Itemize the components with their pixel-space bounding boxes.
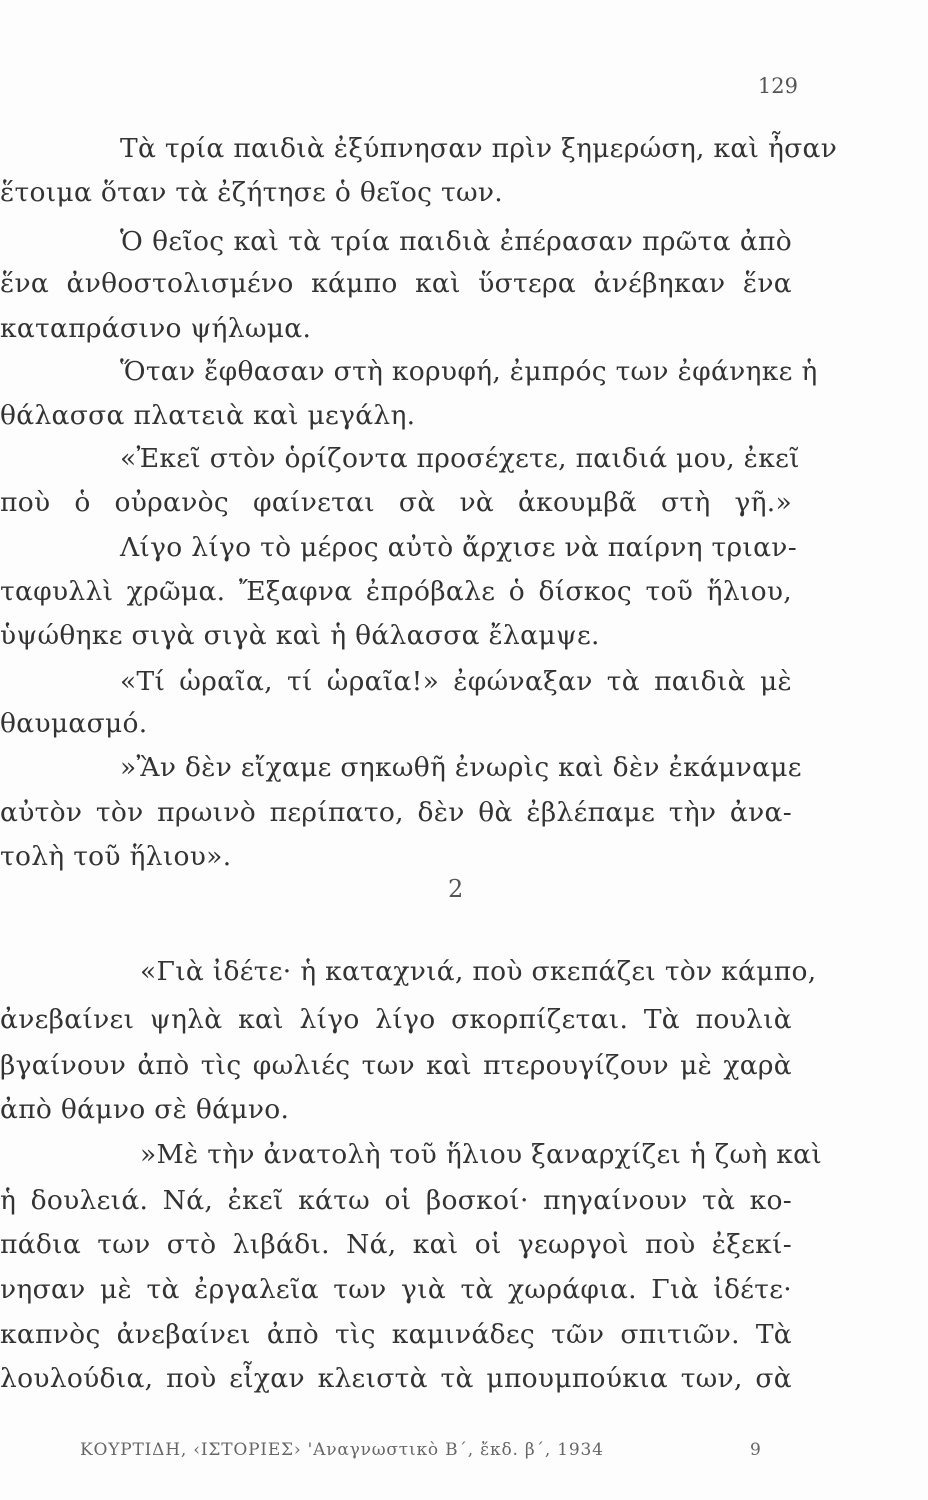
- section-number: 2: [448, 875, 464, 903]
- text-line: «Γιὰ ἰδέτε· ἡ καταχνιά, ποὺ σκεπάζει τὸν κάμπο,: [140, 956, 817, 987]
- text-line: Ὁ θεῖος καὶ τὰ τρία παιδιὰ ἐπέρασαν πρῶτα ἀπὸ: [120, 226, 792, 257]
- text-line: ἀνεβαίνει ψηλὰ καὶ λίγο λίγο σκορπίζεται. Τὰ πουλιὰ: [0, 1004, 792, 1035]
- text-line: Ὅταν ἔφθασαν στὴ κορυφή, ἐμπρός των ἐφάνηκε ἡ: [120, 356, 818, 387]
- text-line: ταφυλλὶ χρῶμα. Ἔξαφνα ἐπρόβαλε ὁ δίσκος τοῦ ἥλιου,: [0, 576, 792, 607]
- text-line: »Ἂν δὲν εἴχαμε σηκωθῆ ἐνωρὶς καὶ δὲν ἐκάμναμε: [120, 752, 802, 783]
- text-line: τολὴ τοῦ ἥλιου».: [0, 841, 232, 872]
- signature-mark: 9: [750, 1440, 762, 1460]
- text-line: καταπράσινο ψήλωμα.: [0, 313, 312, 344]
- text-line: Λίγο λίγο τὸ μέρος αὐτὸ ἄρχισε νὰ παίρνη τριαν-: [120, 532, 797, 563]
- text-line: ἡ δουλειά. Νά, ἐκεῖ κάτω οἱ βοσκοί· πηγαίνουν τὰ κο-: [0, 1185, 792, 1216]
- footer-imprint: ΚΟΥΡΤΙΔΗ, ‹ΙΣΤΟΡΙΕΣ› 'Αναγνωστικὸ Β΄, ἔκδ. β΄, 1934: [80, 1440, 604, 1460]
- text-line: »Μὲ τὴν ἀνατολὴ τοῦ ἥλιου ξαναρχίζει ἡ ζωὴ καὶ: [140, 1139, 823, 1170]
- page-footer: [80, 1440, 760, 1460]
- text-line: θαυμασμό.: [0, 708, 148, 739]
- text-line: «Τί ὡραῖα, τί ὡραῖα!» ἐφώναξαν τὰ παιδιὰ μὲ: [120, 666, 792, 697]
- text-line: ἕνα ἀνθοστολισμένο κάμπο καὶ ὕστερα ἀνέβηκαν ἕνα: [0, 268, 792, 299]
- text-line: ποὺ ὁ οὐρανὸς φαίνεται σὰ νὰ ἀκουμβᾶ στὴ γῆ.»: [0, 487, 792, 518]
- text-line: ἀπὸ θάμνο σὲ θάμνο.: [0, 1094, 290, 1125]
- text-line: ἕτοιμα ὅταν τὰ ἐζήτησε ὁ θεῖος των.: [0, 177, 504, 208]
- text-line: νησαν μὲ τὰ ἐργαλεῖα των γιὰ τὰ χωράφια. Γιὰ ἰδέτε·: [0, 1274, 792, 1305]
- page-number: 129: [757, 74, 798, 98]
- text-line: θάλασσα πλατειὰ καὶ μεγάλη.: [0, 400, 416, 431]
- text-line: πάδια των στὸ λιβάδι. Νά, καὶ οἱ γεωργοὶ ποὺ ἐξεκί-: [0, 1229, 792, 1260]
- text-line: αὐτὸν τὸν πρωινὸ περίπατο, δὲν θὰ ἐβλέπαμε τὴν ἀνα-: [0, 797, 792, 828]
- text-line: καπνὸς ἀνεβαίνει ἀπὸ τὶς καμινάδες τῶν σπιτιῶν. Τὰ: [0, 1319, 792, 1350]
- text-line: λουλούδια, ποὺ εἶχαν κλειστὰ τὰ μπουμπούκια των, σὰ: [0, 1363, 792, 1394]
- text-line: «Ἐκεῖ στὸν ὁρίζοντα προσέχετε, παιδιά μου, ἐκεῖ: [120, 443, 800, 474]
- text-line: ὑψώθηκε σιγὰ σιγὰ καὶ ἡ θάλασσα ἔλαμψε.: [0, 620, 600, 651]
- text-line: Τὰ τρία παιδιὰ ἐξύπνησαν πρὶν ξημερώση, καὶ ἦσαν: [120, 133, 838, 164]
- text-line: βγαίνουν ἀπὸ τὶς φωλιές των καὶ πτερουγίζουν μὲ χαρὰ: [0, 1050, 792, 1081]
